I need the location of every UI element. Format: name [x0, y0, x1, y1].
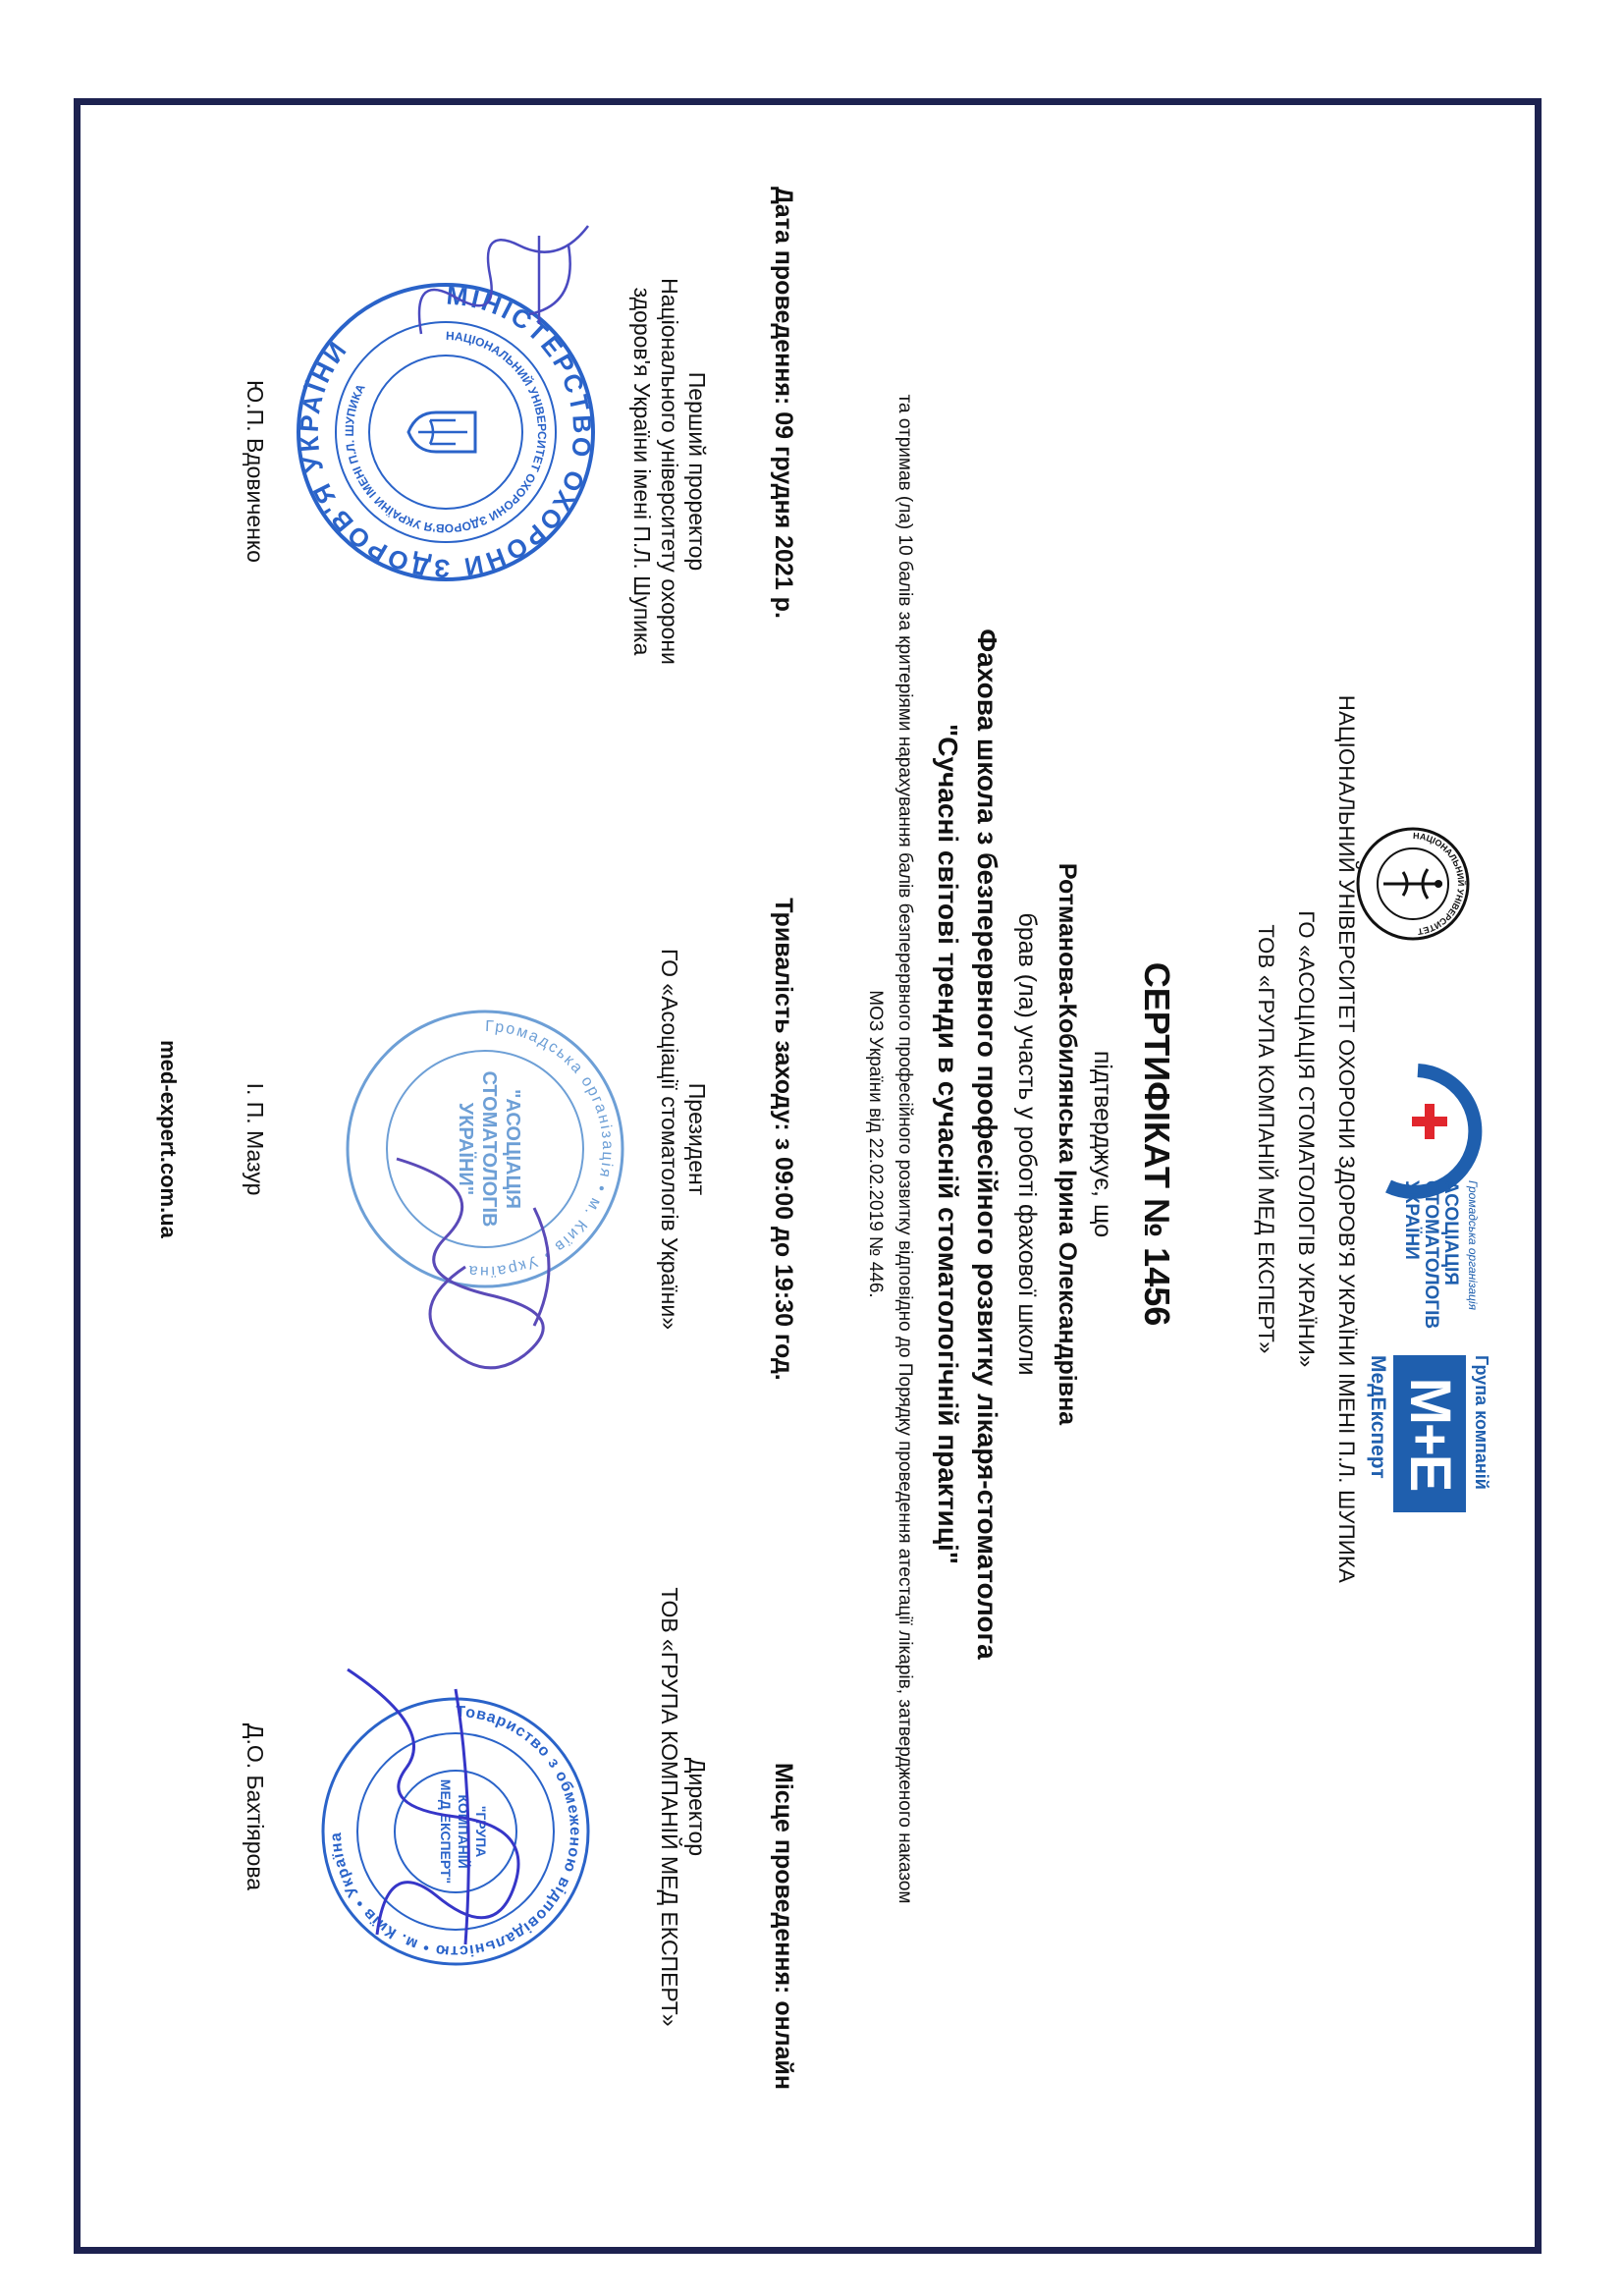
signatory-1-org-line1: Національного університету охорони: [657, 278, 682, 665]
medexpert-logo: [1344, 1345, 1491, 1542]
date-value: 09 грудня 2021 р.: [770, 411, 797, 619]
school-title: Фахова школа з безперервного професійного розвитку лікаря-стоматолога: [972, 629, 1002, 1660]
university-logo: [1354, 825, 1472, 943]
website: med-expert.com.ua: [156, 1040, 181, 1238]
certificate-title: СЕРТИФІКАТ № 1456: [1137, 961, 1177, 1327]
signature-2: [377, 1149, 593, 1404]
association-logo-name: АСОЦІАЦІЯ СТОМАТОЛОГІВ УКРАЇНИ: [1401, 1180, 1461, 1330]
duration-field: [769, 746, 797, 1532]
signatory-1-role: Перший проректор: [684, 371, 710, 572]
signatory-1-block: [628, 216, 711, 727]
signatory-1-org-line2: здоров'я України імені П.Л. Шупика: [629, 287, 655, 656]
medexpert-logo-name: МедЕксперт: [1367, 1355, 1389, 1479]
date-field: [769, 187, 797, 619]
recipient-name: Ротманова-Кобилянська Ірина Олександрівна: [1054, 862, 1081, 1426]
medexpert-logo-mark: М+Е: [1393, 1355, 1466, 1512]
signatory-3-block: [656, 1532, 711, 2082]
signatory-2-name: І. П. Мазур: [243, 1082, 268, 1196]
signatory-3-role: Директор: [684, 1757, 710, 1857]
place-label: Місце проведення:: [770, 1763, 797, 1995]
place-value: онлайн: [770, 2000, 797, 2090]
signatory-2-org-line1: ГО «Асоціації стоматологів України»: [657, 948, 682, 1331]
header-association: ГО «АСОЦІАЦІЯ СТОМАТОЛОГІВ УКРАЇНИ»: [1294, 910, 1319, 1368]
duration-value: з 09:00 до 19:30 год.: [770, 1137, 797, 1381]
medexpert-logo-subtitle: Група компаній: [1472, 1355, 1491, 1490]
svg-text:МІНІСТЕРСТВО ОХОРОНИ ЗДОРОВ'Я: МІНІСТЕРСТВО ОХОРОНИ ЗДОРОВ'Я УКРАЇНИ: [294, 280, 598, 584]
medexpert-stamp-center: "ГРУПА КОМПАНІЙ МЕД ЕКСПЕРТ": [438, 1778, 489, 1885]
svg-text:НАЦІОНАЛЬНИЙ УНІВЕРСИТЕТ ОХОРО: НАЦІОНАЛЬНИЙ УНІВЕРСИТЕТ ОХОРОНИ ЗДОРОВ'Я УКРАЇНИ ІМЕНІ П.Л. ШУПИКА: [342, 328, 550, 536]
association-logo-subtitle: Громадська організація: [1466, 1180, 1480, 1310]
svg-text:Товариство з обмеженою відпові: Товариство з обмеженою відповідальністю • м. Київ • Україна: [327, 1703, 584, 1960]
signatory-2-block: [656, 884, 711, 1394]
svg-text:НАЦІОНАЛЬНИЙ УНІВЕРСИТЕТ ОХОРО: НАЦІОНАЛЬНИЙ УНІВЕРСИТЕТ: [1412, 830, 1467, 937]
svg-text:Громадська організація • м. Ки: Громадська організація • м. Київ • Україна: [465, 1017, 617, 1281]
order-text: МОЗ України від 22.02.2019 № 446.: [865, 990, 886, 1298]
signatory-1-name: Ю.П. Вдовиченко: [243, 380, 268, 563]
signature-1: [402, 206, 598, 363]
confirms-text: підтверджує, що: [1089, 1050, 1116, 1238]
association-logo: [1344, 1061, 1491, 1330]
participation-text: брав (ла) участь у роботі фахової школи: [1013, 912, 1041, 1376]
header-university: НАЦІОНАЛЬНИЙ УНІВЕРСИТЕТ ОХОРОНИ ЗДОРОВ'Я УКРАЇНИ ІМЕНІ П.Л. ШУПИКА: [1334, 694, 1359, 1584]
association-stamp-center: "АСОЦІАЦІЯ СТОМАТОЛОГІВ УКРАЇНИ": [455, 1070, 523, 1228]
signatory-2-role: Президент: [684, 1082, 710, 1196]
signature-3: [328, 1650, 573, 1984]
duration-label: Тривалість заходу:: [770, 898, 797, 1131]
signatory-3-name: Д.О. Бахтіярова: [243, 1722, 268, 1891]
header-medexpert: ТОВ «ГРУПА КОМПАНІЙ МЕД ЕКСПЕРТ»: [1254, 924, 1278, 1354]
signatory-3-org-line1: ТОВ «ГРУПА КОМПАНІЙ МЕД ЕКСПЕРТ»: [657, 1587, 682, 2027]
date-label: Дата проведення:: [770, 187, 797, 406]
school-topic: "Сучасні світові тренди в сучасній стоматологічній практиці": [933, 723, 963, 1565]
place-field: [769, 1763, 797, 2090]
points-text: та отримав (ла) 10 балів за критеріями нарахування балів безперервного професійного розвитку відповідно до Порядку проведення атестації лікарів, затвердженого наказом: [894, 394, 915, 1904]
